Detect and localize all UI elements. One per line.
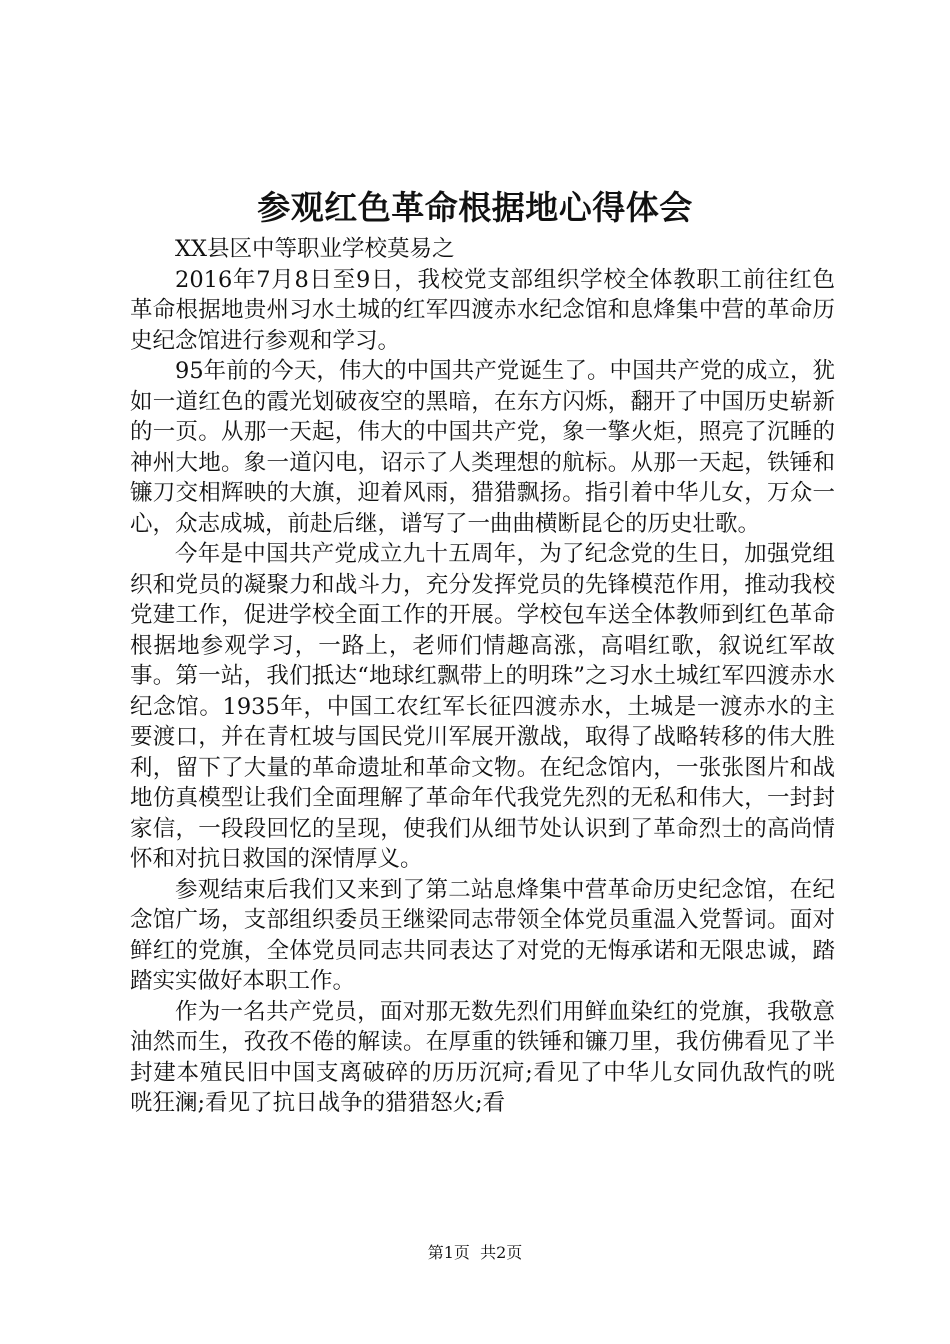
paragraph-5: 作为一名共产党员，面对那无数先烈们用鲜血染红的党旗，我敬意油然而生，孜孜不倦的解读。在厚重的铁锤和镰刀里，我仿佛看见了半封建本殖民旧中国支离破碎的历历沉疴;看见了中华儿女同仇敌忾的咣咣狂澜;看见了抗日战争的猎猎怒火;看	[130, 998, 835, 1116]
paragraph-2: 95年前的今天，伟大的中国共产党诞生了。中国共产党的成立，犹如一道红色的霞光划破夜空的黑暗，在东方闪烁，翻开了中国历史崭新的一页。从那一天起，伟大的中国共产党，象一擎火炬，照亮了沉睡的神州大地。象一道闪电，诏示了人类理想的航标。从那一天起，铁锤和镰刀交相辉映的大旗，迎着风雨，猎猎飘扬。指引着中华儿女，万众一心，众志成城，前赴后继，谱写了一曲曲横断昆仑的历史壮歌。	[130, 358, 835, 537]
page-footer	[0, 1242, 950, 1264]
page-number: 第1页	[427, 1243, 470, 1262]
document-body	[130, 234, 835, 1119]
author-line: XX县区中等职业学校莫易之	[175, 236, 455, 262]
paragraph-4: 参观结束后我们又来到了第二站息烽集中营革命历史纪念馆，在纪念馆广场，支部组织委员王继梁同志带领全体党员重温入党誓词。面对鲜红的党旗，全体党员同志共同表达了对党的无悔承诺和无限忠诚，踏踏实实做好本职工作。	[130, 876, 835, 994]
document-title: 参观红色革命根据地心得体会	[257, 188, 693, 227]
paragraph-3: 今年是中国共产党成立九十五周年，为了纪念党的生日，加强党组织和党员的凝聚力和战斗力，充分发挥党员的先锋模范作用，推动我校党建工作，促进学校全面工作的开展。学校包车送全体教师到红色革命根据地参观学习，一路上，老师们情趣高涨，高唱红歌，叙说红军故事。第一站，我们抵达“地球红飘带上的明珠”之习水土城红军四渡赤水纪念馆。1935年，中国工农红军长征四渡赤水，土城是一渡赤水的主要渡口，并在青杠坡与国民党川军展开激战，取得了战略转移的伟大胜利，留下了大量的革命遗址和革命文物。在纪念馆内，一张张图片和战地仿真模型让我们全面理解了革命年代我党先烈的无私和伟大，一封封家信，一段段回忆的呈现，使我们从细节处认识到了革命烈士的高尚情怀和对抗日救国的深情厚义。	[130, 541, 835, 872]
paragraph-1: 2016年7月8日至9日，我校党支部组织学校全体教职工前往红色革命根据地贵州习水土城的红军四渡赤水纪念馆和息烽集中营的革命历史纪念馆进行参观和学习。	[130, 266, 835, 354]
page-total: 共2页	[480, 1243, 523, 1262]
